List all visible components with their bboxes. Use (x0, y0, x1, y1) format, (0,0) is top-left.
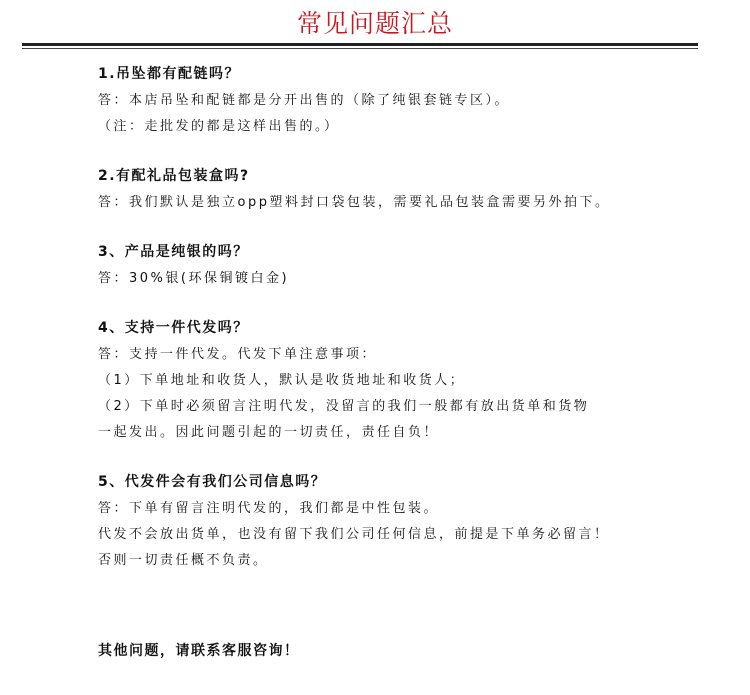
contact-note: 其他问题，请联系客服咨询！ (98, 643, 300, 659)
faq-answer-line: 代发不会放出货单，也没有留下我们公司任何信息，前提是下单务必留言！ (98, 527, 610, 542)
title-divider-thick (22, 43, 698, 46)
faq-answer-line: 答：下单有留言注明代发的，我们都是中性包装。 (98, 501, 440, 516)
faq-question: 1.吊坠都有配链吗？ (98, 66, 241, 82)
faq-question: 3、产品是纯银的吗？ (98, 244, 249, 260)
faq-answer-line: （1）下单地址和收货人，默认是收货地址和收货人； (98, 373, 466, 388)
faq-item-5 (98, 468, 698, 574)
faq-item-4 (98, 314, 698, 446)
faq-question: 5、代发件会有我们公司信息吗？ (98, 474, 327, 490)
faq-item-2 (98, 162, 698, 216)
faq-answer-line: 否则一切责任概不负责。 (98, 553, 269, 568)
faq-list (98, 60, 698, 596)
faq-answer-line: （注：走批发的都是这样出售的。） (98, 119, 340, 134)
faq-answer-line: 答：支持一件代发。代发下单注意事项： (98, 347, 378, 362)
faq-question: 4、支持一件代发吗？ (98, 320, 249, 336)
faq-answer-line: 答：我们默认是独立opp塑料封口袋包装，需要礼品包装盒需要另外拍下。 (98, 195, 611, 210)
faq-question: 2.有配礼品包装盒吗? (98, 168, 250, 184)
faq-answer-line: （2）下单时必须留言注明代发，没留言的我们一般都有放出货单和货物 (98, 399, 590, 414)
faq-answer-line: 一起发出。因此问题引起的一切责任，责任自负！ (98, 425, 440, 440)
faq-answer-line: 答：本店吊坠和配链都是分开出售的（除了纯银套链专区）。 (98, 93, 511, 108)
faq-answer-line: 答：30%银(环保铜镀白金) (98, 271, 290, 286)
faq-item-1 (98, 60, 698, 140)
faq-item-3 (98, 238, 698, 292)
page-title: 常见问题汇总 (296, 9, 453, 38)
title-divider-thin (22, 48, 698, 49)
